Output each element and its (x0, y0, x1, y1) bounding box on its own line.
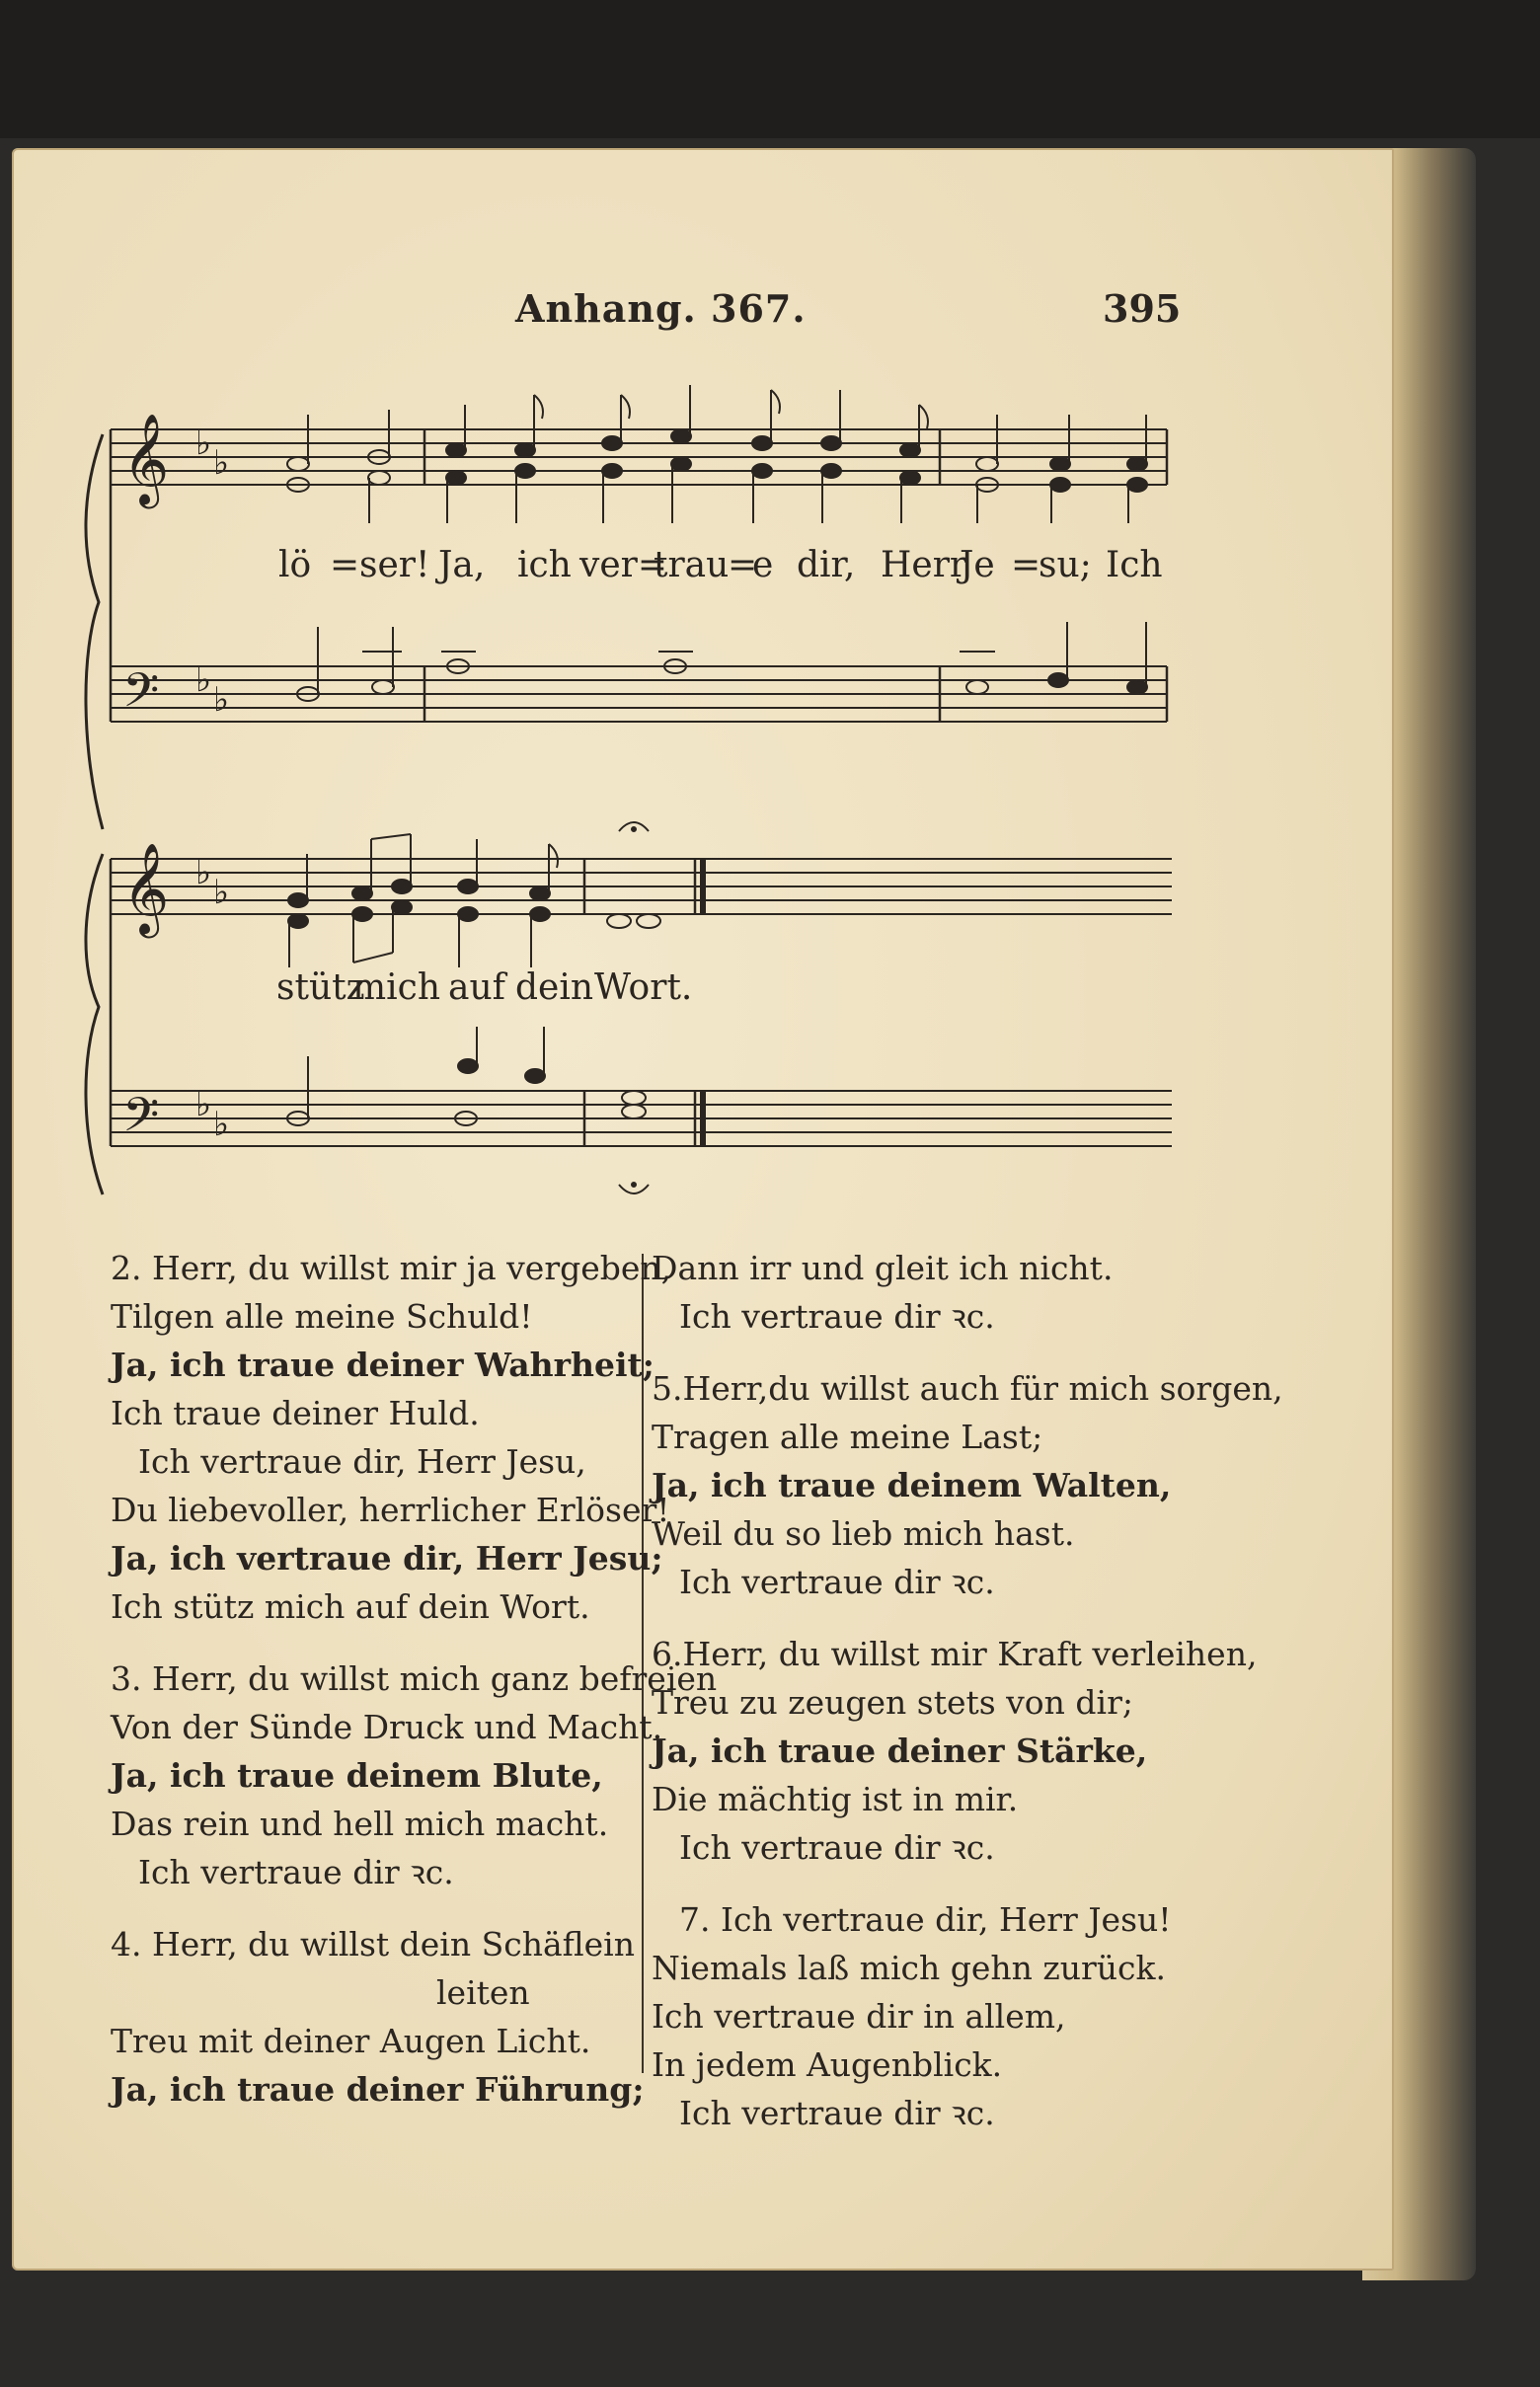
verse-line: Ich vertraue dir in allem, (652, 1997, 1066, 2036)
verse-line: Ich vertraue dir ꝛc. (138, 1853, 454, 1891)
svg-text:♭: ♭ (213, 680, 230, 720)
verse-line: Ich vertraue dir ꝛc. (679, 1297, 995, 1336)
svg-text:♭: ♭ (195, 424, 212, 463)
verse-line: Ja, ich traue deiner Stärke, (652, 1732, 1148, 1770)
verse-line: Ich vertraue dir, Herr Jesu, (138, 1442, 586, 1481)
lyric-syllable: stütz (276, 967, 365, 1008)
lyric-syllable: dein (515, 967, 594, 1008)
verses-left-column (111, 1244, 718, 2137)
verse-line: Ja, ich traue deinem Blute, (111, 1756, 603, 1795)
verse-line: Tilgen alle meine Schuld! (111, 1297, 533, 1336)
svg-text:𝄞: 𝄞 (122, 413, 170, 504)
verse-line: Dann irr und gleit ich nicht. (652, 1249, 1114, 1287)
verse-line: 5.Herr,du willst auch für mich sorgen, (652, 1369, 1283, 1408)
verse-line: Treu mit deiner Augen Licht. (111, 2022, 591, 2060)
verse-line: Du liebevoller, herrlicher Erlöser! (111, 1491, 670, 1529)
lyric-syllable: dir, (797, 545, 856, 585)
book-page (12, 148, 1394, 2271)
svg-text:𝄞: 𝄞 (122, 842, 170, 934)
stanza-4-continued (652, 1244, 1204, 1341)
stanza-3 (111, 1655, 718, 1896)
page-number: 395 (1103, 286, 1182, 331)
verse-line: Ich vertraue dir ꝛc. (679, 1563, 995, 1601)
verse-line: Ja, ich traue deiner Führung; (111, 2070, 645, 2109)
score-system-2-staves (12, 819, 1394, 1234)
lyric-hyphen: = (728, 545, 758, 585)
lyric-syllable: ich (517, 545, 572, 585)
stanza-4 (111, 1920, 663, 2114)
lyric-syllable: trau (654, 545, 730, 585)
verse-line: Das rein und hell mich macht. (111, 1805, 609, 1843)
lyric-syllable: Ich (1106, 545, 1163, 585)
lyric-syllable: Je (960, 545, 995, 585)
verse-line: Ja, ich vertraue dir, Herr Jesu; (111, 1539, 663, 1578)
svg-text:𝄢: 𝄢 (122, 1087, 160, 1154)
page-header (12, 286, 1394, 346)
lyric-syllable: ser! (359, 545, 430, 585)
lyric-syllable: lö (278, 545, 312, 585)
verse-line: Treu zu zeugen stets von dir; (652, 1683, 1133, 1722)
svg-text:♭: ♭ (195, 660, 212, 700)
verse-line: Ich vertraue dir ꝛc. (679, 2094, 995, 2132)
verse-line: Ich vertraue dir ꝛc. (679, 1828, 995, 1867)
running-title: Anhang. 367. (515, 286, 807, 331)
verses-right-column (652, 1244, 1283, 2161)
svg-text:♭: ♭ (213, 873, 230, 912)
verse-line: Die mächtig ist in mir. (652, 1780, 1019, 1818)
lyric-syllable: mich (352, 967, 440, 1008)
svg-text:♭: ♭ (213, 443, 230, 483)
verse-line: Von der Sünde Druck und Macht. (111, 1708, 663, 1746)
svg-text:♭: ♭ (195, 853, 212, 892)
verse-line: 3. Herr, du willst mich ganz befreien (111, 1659, 718, 1698)
verse-line: Weil du so lieb mich hast. (652, 1514, 1075, 1553)
lyric-syllable: e (752, 545, 774, 585)
verse-line: Ja, ich traue deiner Wahrheit; (111, 1346, 654, 1384)
verse-line: leiten (436, 1973, 530, 2012)
verse-line: Ich stütz mich auf dein Wort. (111, 1587, 590, 1626)
verse-line: 4. Herr, du willst dein Schäflein (111, 1925, 635, 1964)
verse-line: 2. Herr, du willst mir ja vergeben, (111, 1249, 672, 1287)
verse-line: 7. Ich vertraue dir, Herr Jesu! (679, 1900, 1172, 1939)
stanza-5 (652, 1364, 1283, 1606)
lyric-hyphen: = (1011, 545, 1041, 585)
svg-text:♭: ♭ (213, 1105, 230, 1144)
score-system-2 (12, 819, 1394, 1234)
verse-line: Ja, ich traue deinem Walten, (652, 1466, 1172, 1504)
stanza-6 (652, 1630, 1258, 1872)
svg-text:♭: ♭ (195, 1085, 212, 1124)
verses (12, 1244, 1394, 2211)
lyric-syllable: Wort. (594, 967, 693, 1008)
lyric-syllable: su; (1039, 545, 1092, 585)
stanza-7 (652, 1895, 1204, 2137)
backdrop (0, 0, 1540, 138)
lyric-syllable: Herr (881, 545, 967, 585)
lyric-syllable: ver= (579, 545, 668, 585)
svg-text:𝄢: 𝄢 (122, 662, 160, 730)
verse-line: Tragen alle meine Last; (652, 1418, 1043, 1456)
verse-line: Ich traue deiner Huld. (111, 1394, 480, 1432)
verse-line: Niemals laß mich gehn zurück. (652, 1949, 1167, 1987)
lyric-syllable: Ja, (438, 545, 486, 585)
stanza-2 (111, 1244, 672, 1631)
lyric-syllable: auf (448, 967, 505, 1008)
verse-line: In jedem Augenblick. (652, 2045, 1003, 2084)
verse-line: 6.Herr, du willst mir Kraft verleihen, (652, 1635, 1258, 1673)
lyric-hyphen: = (330, 545, 360, 585)
